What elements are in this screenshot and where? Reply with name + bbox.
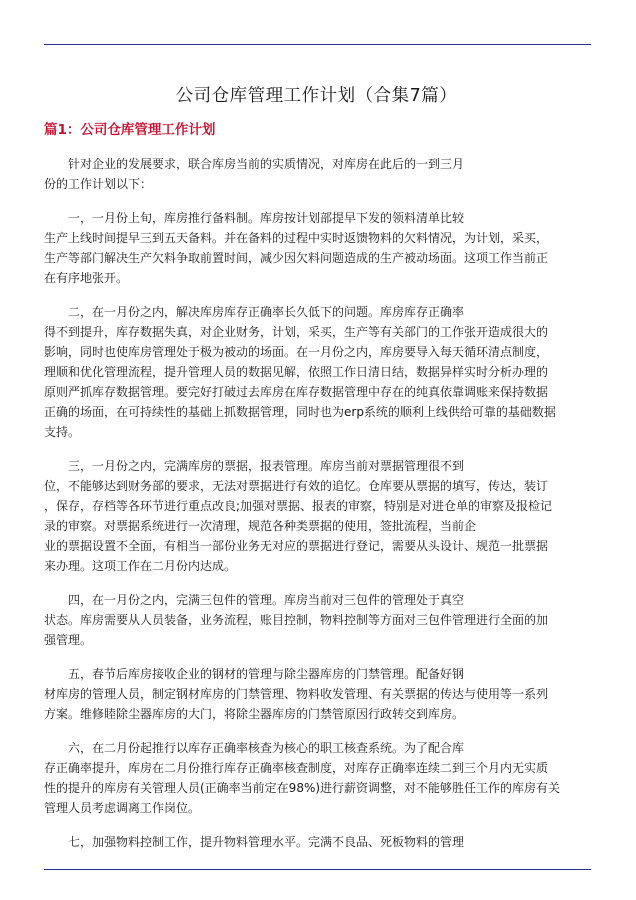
paragraph-line: 七，加强物料控制工作，提升物料管理水平。完满不良品、死板物料的管理 xyxy=(68,835,465,849)
paragraph-list xyxy=(44,154,589,852)
section-heading: 篇1：公司仓库管理工作计划 xyxy=(44,122,216,138)
paragraph-line: 强管理。 xyxy=(44,633,93,647)
paragraph xyxy=(44,832,589,852)
paragraph-line: 性的提升的库房有关管理人员(正确率当前定在98%)进行薪资调整，对不能够胜任工作的库房有关 xyxy=(44,781,561,795)
paragraph-line: 在有序地张开。 xyxy=(44,271,129,285)
paragraph-line: 得不到提升，库存数据失真，对企业财务，计划，采买，生产等有关部门的工作张开造成很大的 xyxy=(44,325,549,339)
paragraph-line: 五，春节后库房接收企业的钢材的管理与除尘器库房的门禁管理。配备好钢 xyxy=(68,667,465,681)
paragraph-line: 六，在二月份起推行以库存正确率核查为核心的职工核查系统。为了配合库 xyxy=(68,741,465,755)
paragraph xyxy=(44,302,589,442)
paragraph xyxy=(44,456,589,576)
paragraph-line: 三，一月份之内，完满库房的票据，报表管理。库房当前对票据管理很不到 xyxy=(68,459,465,473)
paragraph-line: 针对企业的发展要求，联合库房当前的实质情况，对库房在此后的一到三月 xyxy=(68,157,465,171)
paragraph xyxy=(44,738,589,818)
footer-rule xyxy=(44,869,591,870)
paragraph-line: 材库房的管理人员，制定钢材库房的门禁管理、物料收发管理、有关票据的传达与使用等一系列 xyxy=(44,687,549,701)
paragraph xyxy=(44,664,589,724)
paragraph xyxy=(44,590,589,650)
document-title: 公司仓库管理工作计划（合集7篇） xyxy=(175,86,458,106)
paragraph-line: 份的工作计划以下： xyxy=(44,177,153,191)
paragraph-line: 状态。库房需要从人员装备，业务流程，账目控制，物料控制等方面对三包件管理进行全面的加 xyxy=(44,613,549,627)
paragraph-line: 生产上线时间提早三到五天备料。并在备料的过程中实时返馈物料的欠料情况，为计划，采买， xyxy=(44,231,549,245)
paragraph-line: 方案。维修睦除尘器库房的大门，将除尘器库房的门禁管原因行政转交到库房。 xyxy=(44,707,465,721)
paragraph-line: 支持。 xyxy=(44,425,81,439)
paragraph-line: 四，在一月份之内，完满三包件的管理。库房当前对三包件的管理处于真空 xyxy=(68,593,465,607)
paragraph-line: 二，在一月份之内，解决库房库存正确率长久低下的问题。库房库存正确率 xyxy=(68,305,465,319)
paragraph-line: 一，一月份上旬，库房推行备料制。库房按计划部提早下发的领料清单比较 xyxy=(68,211,465,225)
paragraph-line: 生产等部门解决生产欠料争取前置时间，减少因欠料问题造成的生产被动场面。这项工作当前正 xyxy=(44,251,549,265)
paragraph xyxy=(44,154,589,194)
paragraph xyxy=(44,208,589,288)
paragraph-line: 理顺和优化管理流程，提升管理人员的数据见解，依照工作日清日结，数据异样实时分析办理的 xyxy=(44,365,549,379)
paragraph-line: 位，不能够达到财务部的要求，无法对票据进行有效的追忆。仓库要从票据的填写，传达，装订 xyxy=(44,479,549,493)
paragraph-line: 原则严抓库存数据管理。要完好打破过去库房在库存数据管理中存在的纯真依靠调账来保持数据 xyxy=(44,385,549,399)
paragraph-line: 业的票据设置不全面，有相当一部份业务无对应的票据进行登记，需要从头设计、规范一批票据 xyxy=(44,539,549,553)
paragraph-line: 来办理。这项工作在二月份内达成。 xyxy=(44,559,237,573)
paragraph-line: 管理人员考虑调离工作岗位。 xyxy=(44,801,201,815)
document-body xyxy=(44,84,589,866)
paragraph-line: ，保存，存档等各环节进行重点改良;加强对票据、报表的审察，特别是对进仓单的审察及报检记 xyxy=(44,499,553,513)
paragraph-line: 正确的场面，在可持续性的基础上抓数据管理，同时也为erp系统的顺利上线供给可靠的基础数据 xyxy=(44,405,556,419)
paragraph-line: 存正确率提升，库房在二月份推行库存正确率核查制度，对库存正确率连续二到三个月内无实质 xyxy=(44,761,549,775)
paragraph-line: 录的审察。对票据系统进行一次清理，规范各种类票据的使用，签批流程，当前企 xyxy=(44,519,477,533)
paragraph-line: 影响，同时也使库房管理处于极为被动的场面。在一月份之内，库房要导入每天循环清点制度， xyxy=(44,345,549,359)
header-rule xyxy=(44,44,591,45)
